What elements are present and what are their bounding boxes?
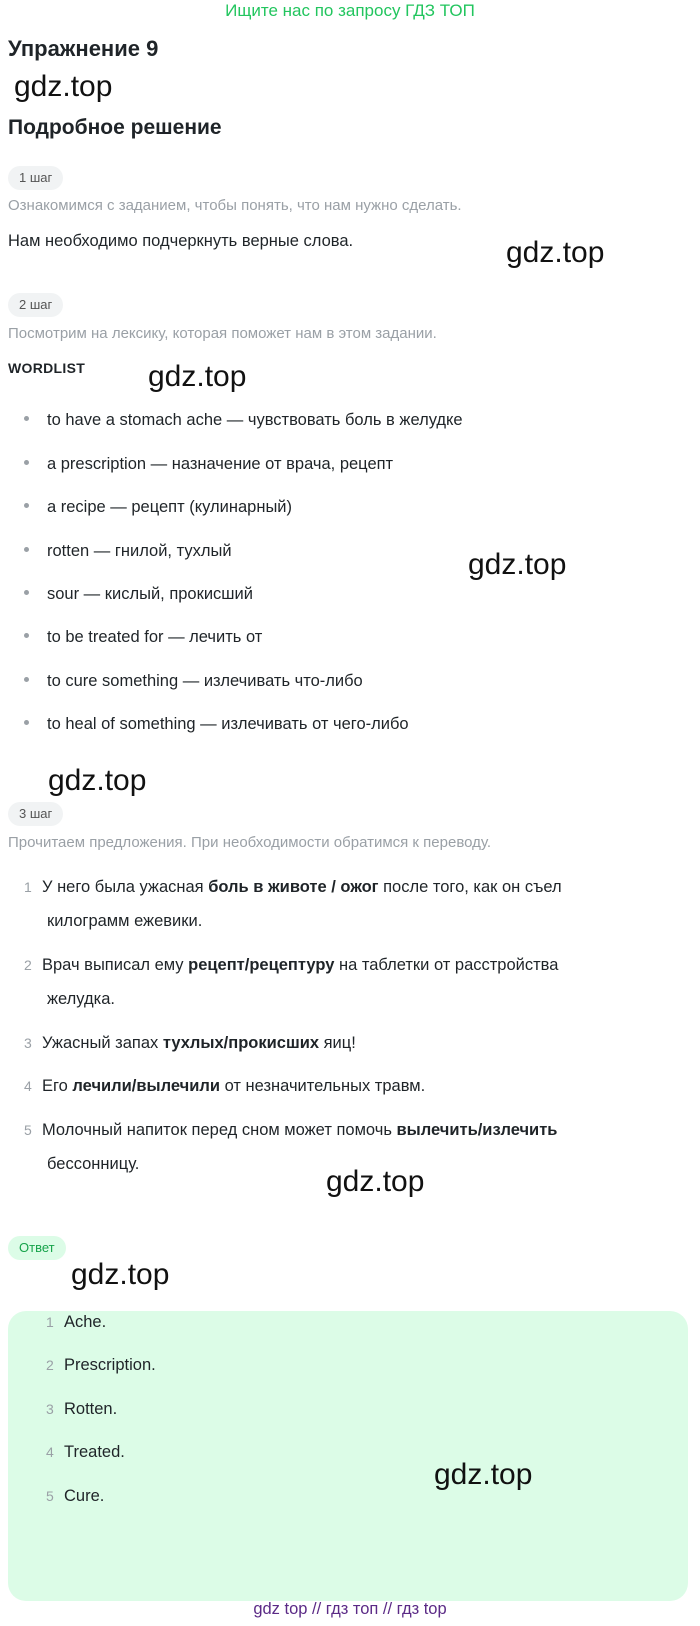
answer-item: 5 Cure. [46,1487,105,1505]
sentence-item: 2 Врач выписал ему рецепт/рецептуру на таблетки от расстройства [24,956,559,974]
sentence-item: 1 У него была ужасная боль в животе / ожог после того, как он съел [24,878,562,896]
bullet-icon [24,677,29,682]
step-hint-3: Прочитаем предложения. При необходимости обратимся к переводу. [8,834,492,851]
step-hint-1: Ознакомимся с заданием, чтобы понять, что нам нужно сделать. [8,197,462,214]
step-badge-2: 2 шаг [8,293,63,317]
sentence-item: 5 Молочный напиток перед сном может помочь вылечить/излечить [24,1121,558,1139]
sentence-continuation: желудка. [47,990,115,1008]
watermark: gdz.top [71,1258,170,1291]
watermark: gdz.top [326,1165,425,1198]
section-title: Подробное решение [8,116,222,139]
wordlist-item: a prescription — назначение от врача, рецепт [24,455,393,474]
answer-item: 2 Prescription. [46,1356,156,1374]
watermark: gdz.top [434,1458,533,1491]
step-badge-1: 1 шаг [8,166,63,190]
watermark: gdz.top [468,548,567,581]
bullet-icon [24,720,29,725]
footer-links[interactable]: gdz top // гдз топ // гдз top [253,1600,447,1618]
wordlist-item: rotten — гнилой, тухлый [24,542,232,561]
bullet-icon [24,590,29,595]
wordlist-heading: WORDLIST [8,360,86,376]
sentence-continuation: килограмм ежевики. [47,912,203,930]
bullet-icon [24,460,29,465]
watermark: gdz.top [506,236,605,269]
page-title: Упражнение 9 [8,36,159,61]
top-banner[interactable]: Ищите нас по запросу ГДЗ ТОП [225,1,475,20]
answer-badge: Ответ [8,1236,66,1260]
sentence-item: 4 Его лечили/вылечили от незначительных травм. [24,1077,426,1095]
wordlist-item: to heal of something — излечивать от чего-либо [24,715,409,734]
wordlist-item: to cure something — излечивать что-либо [24,672,363,691]
wordlist-item: a recipe — рецепт (кулинарный) [24,498,292,517]
sentence-item: 3 Ужасный запах тухлых/прокисших яиц! [24,1034,356,1052]
wordlist-item: sour — кислый, прокисший [24,585,253,604]
bullet-icon [24,503,29,508]
step-hint-2: Посмотрим на лексику, которая поможет нам в этом задании. [8,325,437,342]
wordlist-item: to have a stomach ache — чувствовать боль в желудке [24,411,463,430]
step-text-1: Нам необходимо подчеркнуть верные слова. [8,232,354,250]
answer-item: 1 Ache. [46,1313,107,1331]
answer-item: 4 Treated. [46,1443,125,1461]
watermark: gdz.top [148,360,247,393]
step-badge-3: 3 шаг [8,802,63,826]
sentence-continuation: бессонницу. [47,1155,140,1173]
answer-item: 3 Rotten. [46,1400,118,1418]
watermark: gdz.top [14,70,113,103]
bullet-icon [24,547,29,552]
watermark: gdz.top [48,764,147,797]
bullet-icon [24,633,29,638]
wordlist-item: to be treated for — лечить от [24,628,262,647]
bullet-icon [24,416,29,421]
